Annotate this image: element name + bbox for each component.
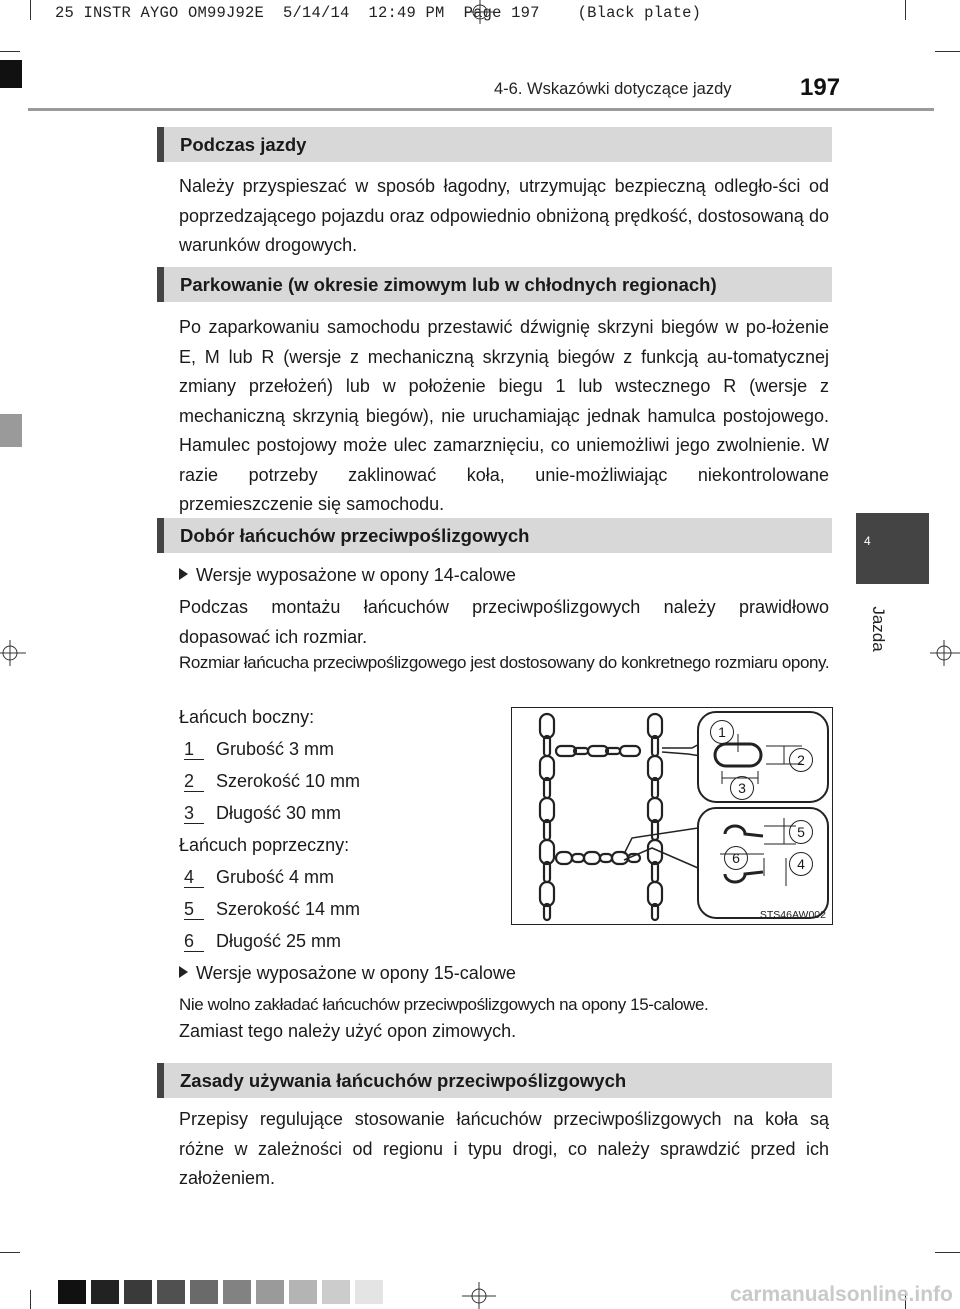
color-swatch bbox=[190, 1280, 218, 1304]
registration-mark-icon bbox=[0, 638, 26, 668]
callout-5: 5 bbox=[789, 820, 813, 844]
spec-number: 3 bbox=[184, 803, 204, 824]
spec-number: 2 bbox=[184, 771, 204, 792]
tire-chain-illustration bbox=[512, 708, 831, 923]
crop-mark bbox=[30, 1290, 31, 1309]
registration-mark-icon bbox=[930, 638, 960, 668]
running-header: 4-6. Wskazówki dotyczące jazdy bbox=[494, 80, 732, 98]
chapter-tab-label: Jazda bbox=[869, 606, 888, 652]
color-swatch bbox=[124, 1280, 152, 1304]
section-header-parking bbox=[157, 267, 832, 302]
section-title: Parkowanie (w okresie zimowym lub w chłodnych regionach) bbox=[180, 274, 717, 295]
paragraph-15-inch-note: Nie wolno zakładać łańcuchów przeciwpoślizgowych na opony 15-calowe. bbox=[179, 995, 709, 1014]
paragraph-15-inch: Zamiast tego należy użyć opon zimowych. bbox=[179, 1021, 517, 1041]
section-header-driving bbox=[157, 127, 832, 162]
callout-3: 3 bbox=[730, 776, 754, 800]
crop-mark bbox=[935, 1252, 960, 1253]
spec-text: Długość 30 mm bbox=[216, 803, 342, 823]
margin-block bbox=[0, 60, 22, 88]
crop-mark bbox=[0, 1252, 20, 1253]
section-header-chains bbox=[157, 518, 832, 553]
paragraph-driving: Należy przyspieszać w sposób łagodny, utrzymując bezpieczną odległo-ści od poprzedzającego pojazdu oraz odpowiednio obniżoną prędkość, dostosowaną do warunków drogowych. bbox=[179, 176, 829, 255]
spec-number: 4 bbox=[184, 867, 204, 888]
color-swatch bbox=[322, 1280, 350, 1304]
crop-mark bbox=[0, 51, 20, 52]
spec-number: 5 bbox=[184, 899, 204, 920]
paragraph-parking: Po zaparkowaniu samochodu przestawić dźwignię skrzyni biegów w po-łożenie E, M lub R (wersje z mechaniczną skrzynią biegów z funkcją au-tomatycznej zmiany przełożeń) lub w położenie biegu 1 lub wstecznego R (wersje z mechaniczną skrzynią biegów), nie uruchamiając jednak hamulca postojowego. Hamulec postojowy może ulec zamarznięciu, co uniemożliwi jego zwolnienie. W razie potrzeby zaklinować koła, unie-możliwiając niekontrolowane przemieszczenie się samochodu. bbox=[179, 317, 829, 514]
registration-mark-icon bbox=[466, 0, 494, 24]
spec-text: Długość 25 mm bbox=[216, 931, 342, 951]
color-swatch bbox=[223, 1280, 251, 1304]
spec-text: Grubość 4 mm bbox=[216, 867, 335, 887]
section-title: Podczas jazdy bbox=[180, 134, 307, 155]
bullet-text: Wersje wyposażone w opony 15-calowe bbox=[196, 963, 516, 983]
figure-code: STS46AW002 bbox=[759, 909, 826, 921]
bullet-14-inch bbox=[179, 565, 516, 586]
page-number: 197 bbox=[800, 74, 841, 101]
section-title: Zasady używania łańcuchów przeciwpoślizgowych bbox=[180, 1070, 627, 1091]
callout-2: 2 bbox=[789, 748, 813, 772]
color-swatch bbox=[58, 1280, 86, 1304]
crop-mark bbox=[905, 0, 906, 20]
paragraph-rules: Przepisy regulujące stosowanie łańcuchów przeciwpoślizgowych na koła są różne w zależności od regionu i typu drogi, co należy sprawdzić przed ich założeniem. bbox=[179, 1109, 829, 1188]
spec-number: 1 bbox=[184, 739, 204, 760]
chapter-tab bbox=[856, 513, 929, 584]
spec-text: Szerokość 10 mm bbox=[216, 771, 361, 791]
margin-block bbox=[0, 414, 22, 447]
color-swatch bbox=[256, 1280, 284, 1304]
callout-1: 1 bbox=[710, 720, 734, 744]
spec-text: Szerokość 14 mm bbox=[216, 899, 361, 919]
callout-6: 6 bbox=[724, 846, 748, 870]
crop-mark bbox=[935, 51, 960, 52]
callout-4: 4 bbox=[789, 852, 813, 876]
spec-number: 6 bbox=[184, 931, 204, 952]
color-swatch bbox=[289, 1280, 317, 1304]
chapter-tab-number: 4 bbox=[864, 534, 871, 548]
print-slug: 25 INSTR AYGO OM99J92E 5/14/14 12:49 PM Page 197 (Black plate) bbox=[55, 4, 702, 22]
bullet-triangle-icon bbox=[179, 966, 188, 978]
tire-chain-figure bbox=[511, 707, 833, 925]
registration-mark-icon bbox=[462, 1282, 496, 1309]
header-rule bbox=[28, 108, 934, 111]
color-swatch bbox=[91, 1280, 119, 1304]
cross-chain-label: Łańcuch poprzeczny: bbox=[179, 835, 350, 855]
color-swatch bbox=[157, 1280, 185, 1304]
spec-text: Grubość 3 mm bbox=[216, 739, 335, 759]
color-bar bbox=[58, 1280, 383, 1304]
bullet-triangle-icon bbox=[179, 568, 188, 580]
section-header-rules bbox=[157, 1063, 832, 1098]
color-swatch bbox=[355, 1280, 383, 1304]
paragraph-14-inch: Podczas montażu łańcuchów przeciwpoślizgowych należy prawidłowo dopasować ich rozmiar. bbox=[179, 597, 829, 647]
section-title: Dobór łańcuchów przeciwpoślizgowych bbox=[180, 525, 530, 546]
bullet-text: Wersje wyposażone w opony 14-calowe bbox=[196, 565, 516, 585]
watermark: carmanualsonline.info bbox=[730, 1283, 953, 1306]
crop-mark bbox=[30, 0, 31, 20]
paragraph-14-inch-note: Rozmiar łańcucha przeciwpoślizgowego jest dostosowany do konkretnego rozmiaru opony. bbox=[179, 653, 830, 672]
bullet-15-inch bbox=[179, 963, 516, 984]
side-chain-label: Łańcuch boczny: bbox=[179, 707, 315, 727]
